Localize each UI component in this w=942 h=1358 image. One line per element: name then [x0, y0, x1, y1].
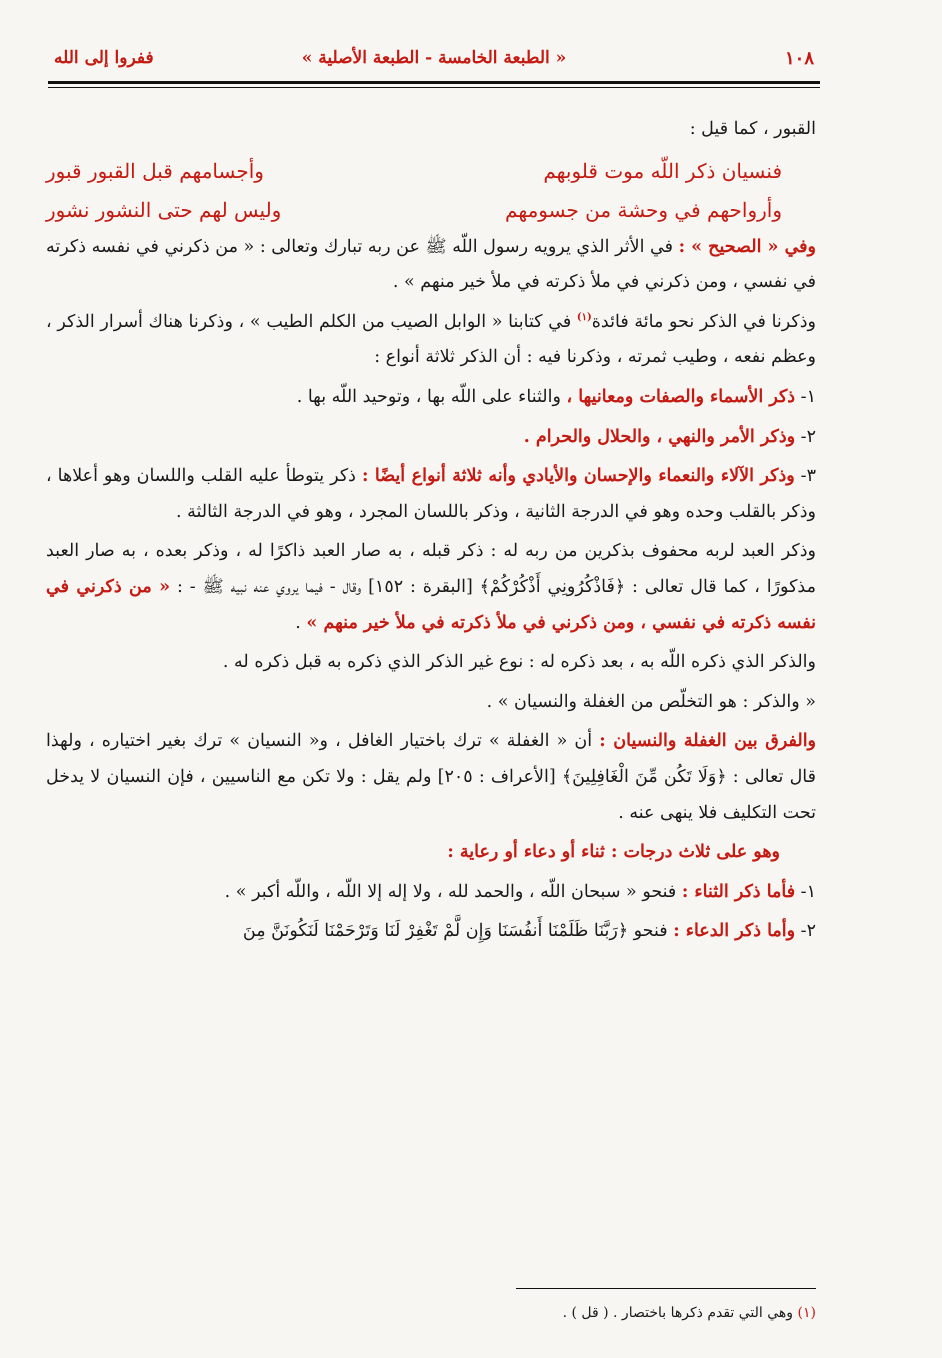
section-heading: وهو على ثلاث درجات : ثناء أو دعاء أو رعاية :: [447, 842, 780, 863]
main-text: [46, 112, 816, 954]
paragraph-benefits: [46, 305, 816, 376]
item-3-number: ٣-: [794, 466, 816, 487]
item-3-title: وذكر الآلاء والنعماء والإحسان والأيادي وأنه ثلاثة أنواع أيضًا :: [361, 466, 795, 487]
verse-line-1: [46, 152, 816, 191]
list-item-2: [46, 420, 816, 456]
degree-1-text: فنحو « سبحان اللّه ، والحمد لله ، ولا إله إلا اللّه ، واللّه أكبر » .: [224, 881, 682, 902]
footnote: [46, 1305, 816, 1321]
benefits-text-b: في كتابنا « الوابل الصيب من الكلم الطيب » ، وذكرنا هناك أسرار الذكر ، وعظم نفعه ، وطيب ثمرته ، وذكرنا فيه : أن الذكر ثلاثة أنواع :: [46, 311, 816, 368]
two-remembrances-end: .: [295, 612, 307, 633]
poem: [46, 152, 816, 230]
degree-1-title: فأما ذكر الثناء :: [681, 881, 796, 902]
benefits-text-a: وذكرنا في الذكر نحو مائة فائدة: [591, 311, 817, 332]
verse-2-second-hemistich: وليس لهم حتى النشور نشور: [46, 197, 282, 222]
book-title: ففروا إلى الله: [54, 48, 154, 68]
intro-line: القبور ، كما قيل :: [689, 119, 816, 139]
footnote-divider: [516, 1288, 816, 1289]
verse-1-first-hemistich: فنسيان ذكر اللّه موت قلوبهم: [543, 158, 782, 183]
footnote-ref[interactable]: (١): [576, 311, 592, 323]
page-header: [48, 42, 820, 76]
verse-1-second-hemistich: وأجسامهم قبل القبور قبور: [46, 158, 264, 183]
verse-2-first-hemistich: وأرواحهم في وحشة من جسومهم: [505, 197, 782, 222]
verse-line-2: [46, 191, 816, 230]
header-rule-thin: [48, 87, 820, 88]
paragraph-two-remembrances: [46, 534, 816, 641]
list-item-3: [46, 459, 816, 530]
item-2-number: ٢-: [795, 426, 816, 447]
item-1-number: ١-: [795, 386, 816, 407]
degree-2-text: فنحو ﴿رَبَّنَا ظَلَمْنَا أَنفُسَنَا وَإِن لَّمْ تَغْفِرْ لَنَا وَتَرْحَمْنَا لَنَكُونَنَّ مِنَ: [242, 921, 674, 942]
degree-2: [46, 914, 816, 950]
paragraph-sahih: [46, 230, 816, 301]
sahih-label: وفي « الصحيح » :: [678, 236, 816, 257]
degree-1: [46, 875, 816, 911]
paragraph-dhikr-after: والذكر الذي ذكره اللّه به ، بعد ذكره له : نوع غير الذكر الذي ذكره به قبل ذكره له .: [222, 652, 816, 673]
item-2-title: وذكر الأمر والنهي ، والحلال والحرام .: [523, 426, 796, 447]
degree-2-number: ٢-: [795, 921, 816, 942]
paragraph-definition: « والذكر : هو التخلّص من الغفلة والنسيان » .: [486, 691, 816, 712]
item-1-text: والثناء على اللّه بها ، وتوحيد اللّه بها .: [296, 386, 567, 407]
edition-label: « الطبعة الخامسة - الطبعة الأصلية »: [301, 48, 567, 68]
hadith-quote: « من ذكرني في نفسه ذكرته في نفسي ، ومن ذكرني في ملأ ذكرته في ملأ خير منهم »: [46, 576, 816, 633]
page-number: ١٠٨: [784, 48, 814, 69]
degree-1-number: ١-: [795, 881, 816, 902]
footnote-text: وهي التي تقدم ذكرها باختصار . ( قل ) .: [562, 1305, 798, 1321]
paragraph-difference: [46, 724, 816, 831]
two-remembrances-text: وذكر العبد لربه محفوف بذكرين من ربه له : ذكر قبله ، به صار العبد ذاكرًا له ، وذكر بعده ، به صار العبد مذكورًا ، كما قال تعالى : ﴿فَاذْكُرُونِي أَذْكُرْكُمْ﴾ [البقرة : ١٥٢] وقال - فيما يروي عنه نبيه ﷺ - :: [46, 541, 816, 597]
difference-text: أن « الغفلة » ترك باختيار الغافل ، و« النسيان » ترك بغير اختياره ، ولهذا قال تعالى : ﴿وَلَا تَكُن مِّنَ الْغَافِلِينَ﴾ [الأعراف : ٢٠٥] ولم يقل : ولا تكن مع الناسيين ، فإن النسيان لا يدخل تحت التكليف فلا ينهى عنه .: [46, 731, 816, 823]
sahih-text: في الأثر الذي يرويه رسول اللّه ﷺ عن ربه تبارك وتعالى : « من ذكرني في نفسه ذكرته في نفسي ، ومن ذكرني في ملأ ذكرته في ملأ خير منهم » .: [46, 236, 816, 293]
footnote-number: (١): [797, 1305, 816, 1321]
item-1-title: ذكر الأسماء والصفات ومعانيها ،: [566, 386, 796, 407]
header-rule-thick: [48, 81, 820, 84]
item-3-text: ذكر يتوطأ عليه القلب واللسان وهو أعلاها ، وذكر بالقلب وحده وهو في الدرجة الثانية ، وذكر باللسان المجرد ، وهو في الدرجة الثالثة .: [46, 466, 816, 522]
difference-label: والفرق بين الغفلة والنسيان :: [599, 731, 817, 752]
list-item-1: [46, 380, 816, 416]
degree-2-title: وأما ذكر الدعاء :: [673, 921, 796, 942]
